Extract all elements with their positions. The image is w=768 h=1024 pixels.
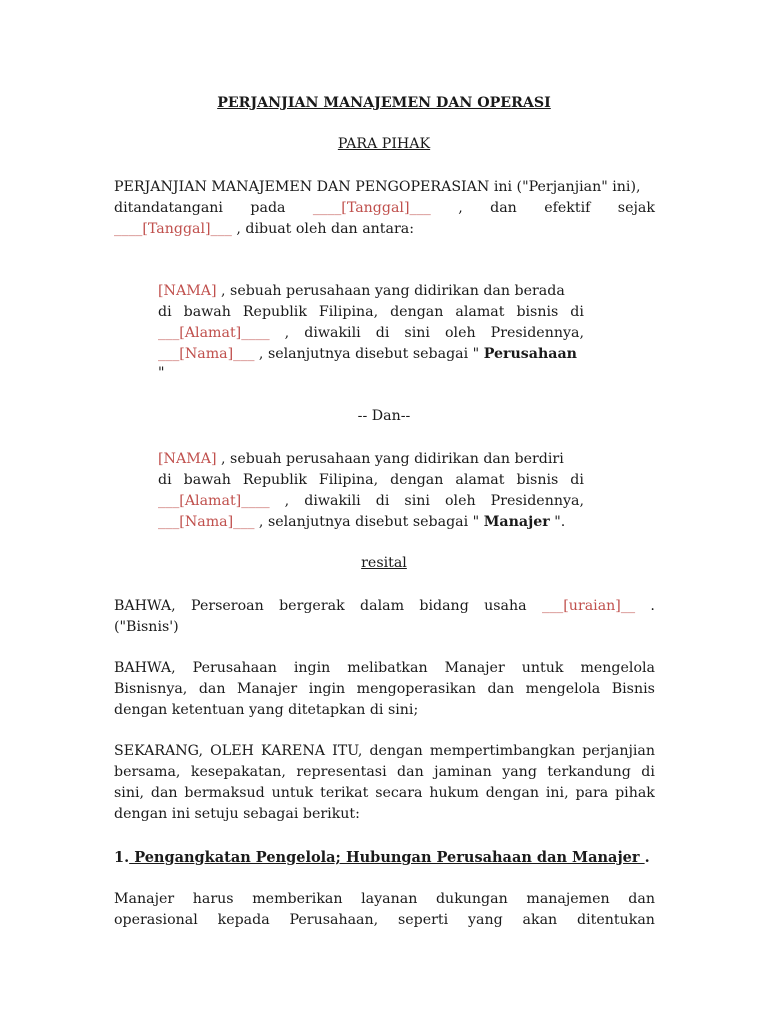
- word: usaha: [484, 598, 527, 614]
- word: di: [641, 764, 655, 780]
- word: untuk: [521, 660, 564, 676]
- word: terikat: [320, 785, 369, 801]
- intro-line-2: [114, 198, 655, 219]
- word: bawah: [183, 304, 231, 320]
- word: ,: [284, 325, 290, 341]
- word: seperti: [398, 912, 449, 928]
- word: Perusahaan: [192, 660, 277, 676]
- intro-line-1: PERJANJIAN MANAJEMEN DAN PENGOPERASIAN ini ("Perjanjian" ini),: [114, 179, 641, 195]
- word: dukungan: [435, 891, 508, 907]
- sekarang-line-4: dengan ini setuju sebagai berikut:: [114, 806, 360, 822]
- text-segment: , selanjutnya disebut sebagai ": [254, 514, 484, 530]
- address-placeholder: ___[Alamat]____: [158, 325, 270, 341]
- party2-line-4: [158, 512, 584, 533]
- word: Republik: [242, 304, 307, 320]
- word: Filipina,: [318, 472, 379, 488]
- word: pada: [250, 200, 286, 216]
- defined-term-manajer: Manajer: [483, 514, 550, 530]
- word: dengan: [390, 472, 444, 488]
- word: BAHWA,: [114, 660, 176, 676]
- word: dan: [150, 785, 178, 801]
- word: Perusahaan,: [289, 912, 379, 928]
- party2-line-3: [158, 491, 584, 512]
- text-segment: ".: [549, 514, 566, 530]
- word: di: [570, 304, 584, 320]
- intro-line-3: [114, 219, 655, 240]
- word: kepada: [217, 912, 270, 928]
- word: Manajer: [237, 681, 298, 697]
- word: BAHWA,: [114, 598, 176, 614]
- party2-line-2: [158, 470, 584, 491]
- manajer-para-line-1: [114, 889, 655, 910]
- section-title: Pengangkatan Pengelola; Hubungan Perusahaan dan Manajer: [129, 849, 645, 866]
- word: dalam: [360, 598, 405, 614]
- word: yang: [502, 764, 537, 780]
- word: Presidennya,: [490, 493, 584, 509]
- section-heading-resital: resital: [361, 555, 407, 571]
- word: melibatkan: [347, 660, 428, 676]
- party1-line-2: [158, 302, 584, 323]
- name-placeholder: [NAMA]: [158, 451, 217, 467]
- word: terkandung: [547, 764, 631, 780]
- word: mengoperasikan: [356, 681, 476, 697]
- word: OLEH: [210, 743, 254, 759]
- manajer-para-line-2: [114, 910, 655, 931]
- bahwa1-line-1: [114, 596, 655, 617]
- word: mengelola: [525, 681, 601, 697]
- word: kesepakatan,: [190, 764, 286, 780]
- text-segment: , sebuah perusahaan yang didirikan dan berada: [216, 283, 565, 299]
- word: dan: [487, 681, 515, 697]
- word: manajemen: [526, 891, 610, 907]
- word: dengan: [369, 743, 423, 759]
- word: Bisnisnya,: [114, 681, 188, 697]
- section-1-heading: [114, 847, 655, 868]
- word: harus: [192, 891, 234, 907]
- word: perjanjian: [582, 743, 655, 759]
- date-placeholder: ____[Tanggal]___: [312, 200, 431, 216]
- word: bergerak: [279, 598, 345, 614]
- word: diwakili: [304, 493, 361, 509]
- word: KARENA: [261, 743, 326, 759]
- word: yang: [468, 912, 503, 928]
- word: diwakili: [304, 325, 361, 341]
- word: pihak: [615, 785, 655, 801]
- section-heading-para-pihak: PARA PIHAK: [337, 136, 431, 152]
- word: akan: [522, 912, 558, 928]
- dan-separator: -- Dan--: [357, 408, 411, 424]
- text-segment: , sebuah perusahaan yang didirikan dan berdiri: [216, 451, 564, 467]
- word: dan: [397, 764, 424, 780]
- name-placeholder: ___[Nama]___: [158, 514, 255, 530]
- word: ,: [284, 493, 290, 509]
- word: alamat: [455, 304, 505, 320]
- word: para: [575, 785, 609, 801]
- word: sejak: [617, 200, 655, 216]
- text-segment: , selanjutnya disebut sebagai ": [254, 346, 484, 362]
- address-placeholder: ___[Alamat]____: [158, 493, 270, 509]
- word: ditandatangani: [114, 200, 223, 216]
- word: dan: [628, 891, 655, 907]
- word: di: [158, 472, 172, 488]
- word: representasi: [296, 764, 387, 780]
- word: ,: [458, 200, 463, 216]
- word: secara: [375, 785, 423, 801]
- word: mengelola: [580, 660, 655, 676]
- word: Presidennya,: [490, 325, 584, 341]
- bahwa2-line-3: dengan ketentuan yang ditetapkan di sini;: [114, 702, 419, 718]
- name-placeholder: ___[Nama]___: [158, 346, 255, 362]
- word: layanan: [361, 891, 418, 907]
- word: Manajer: [444, 660, 505, 676]
- bahwa2-line-1: [114, 658, 655, 679]
- word: dan: [198, 681, 226, 697]
- word: bisnis: [516, 472, 559, 488]
- date-placeholder: ____[Tanggal]___: [114, 221, 232, 237]
- word: dengan: [485, 785, 539, 801]
- party1-line-5: ": [158, 365, 165, 381]
- name-placeholder: [NAMA]: [158, 283, 217, 299]
- word: mempertimbangkan: [429, 743, 576, 759]
- bahwa2-line-2: [114, 679, 655, 700]
- word: bersama,: [114, 764, 181, 780]
- word: efektif: [544, 200, 591, 216]
- word: di: [375, 325, 390, 341]
- word: oleh: [444, 493, 476, 509]
- party1-line-3: [158, 323, 584, 344]
- word: ITU,: [332, 743, 363, 759]
- party1-line-4: [158, 344, 584, 365]
- section-number: 1.: [114, 849, 130, 866]
- word: .: [650, 598, 655, 614]
- word: bermaksud: [184, 785, 265, 801]
- word: untuk: [271, 785, 314, 801]
- word: ingin: [293, 660, 331, 676]
- word: sini: [404, 325, 430, 341]
- word: bidang: [419, 598, 469, 614]
- word: bisnis: [516, 304, 559, 320]
- word: oleh: [444, 325, 476, 341]
- word: di: [570, 472, 584, 488]
- bahwa1-line-2: ("Bisnis'): [114, 619, 179, 635]
- word: Bisnis: [611, 681, 655, 697]
- word: SEKARANG,: [114, 743, 204, 759]
- word: bawah: [183, 472, 231, 488]
- party1-line-1: [158, 281, 584, 302]
- word: ditentukan: [577, 912, 655, 928]
- defined-term-perusahaan: Perusahaan: [483, 346, 577, 362]
- word: sini,: [114, 785, 145, 801]
- word: ini,: [545, 785, 569, 801]
- word: di: [375, 493, 390, 509]
- word: memberikan: [252, 891, 343, 907]
- sekarang-line-1: [114, 741, 655, 762]
- sekarang-line-2: [114, 762, 655, 783]
- word: Perseroan: [191, 598, 264, 614]
- word: hukum: [429, 785, 479, 801]
- description-placeholder: ___[uraian]__: [541, 598, 636, 614]
- party2-line-1: [158, 449, 584, 470]
- word: Manajer: [114, 891, 175, 907]
- word: alamat: [455, 472, 505, 488]
- word: sini: [404, 493, 430, 509]
- word: operasional: [114, 912, 198, 928]
- word: di: [158, 304, 172, 320]
- word: dengan: [390, 304, 444, 320]
- sekarang-line-3: [114, 783, 655, 804]
- word: Filipina,: [318, 304, 379, 320]
- word: Republik: [242, 472, 307, 488]
- document-title: PERJANJIAN MANAJEMEN DAN OPERASI: [217, 95, 551, 111]
- word: ingin: [308, 681, 346, 697]
- word: jaminan: [434, 764, 492, 780]
- text-segment: , dibuat oleh dan antara:: [231, 221, 414, 237]
- word: dan: [490, 200, 517, 216]
- text-segment: .: [644, 849, 650, 866]
